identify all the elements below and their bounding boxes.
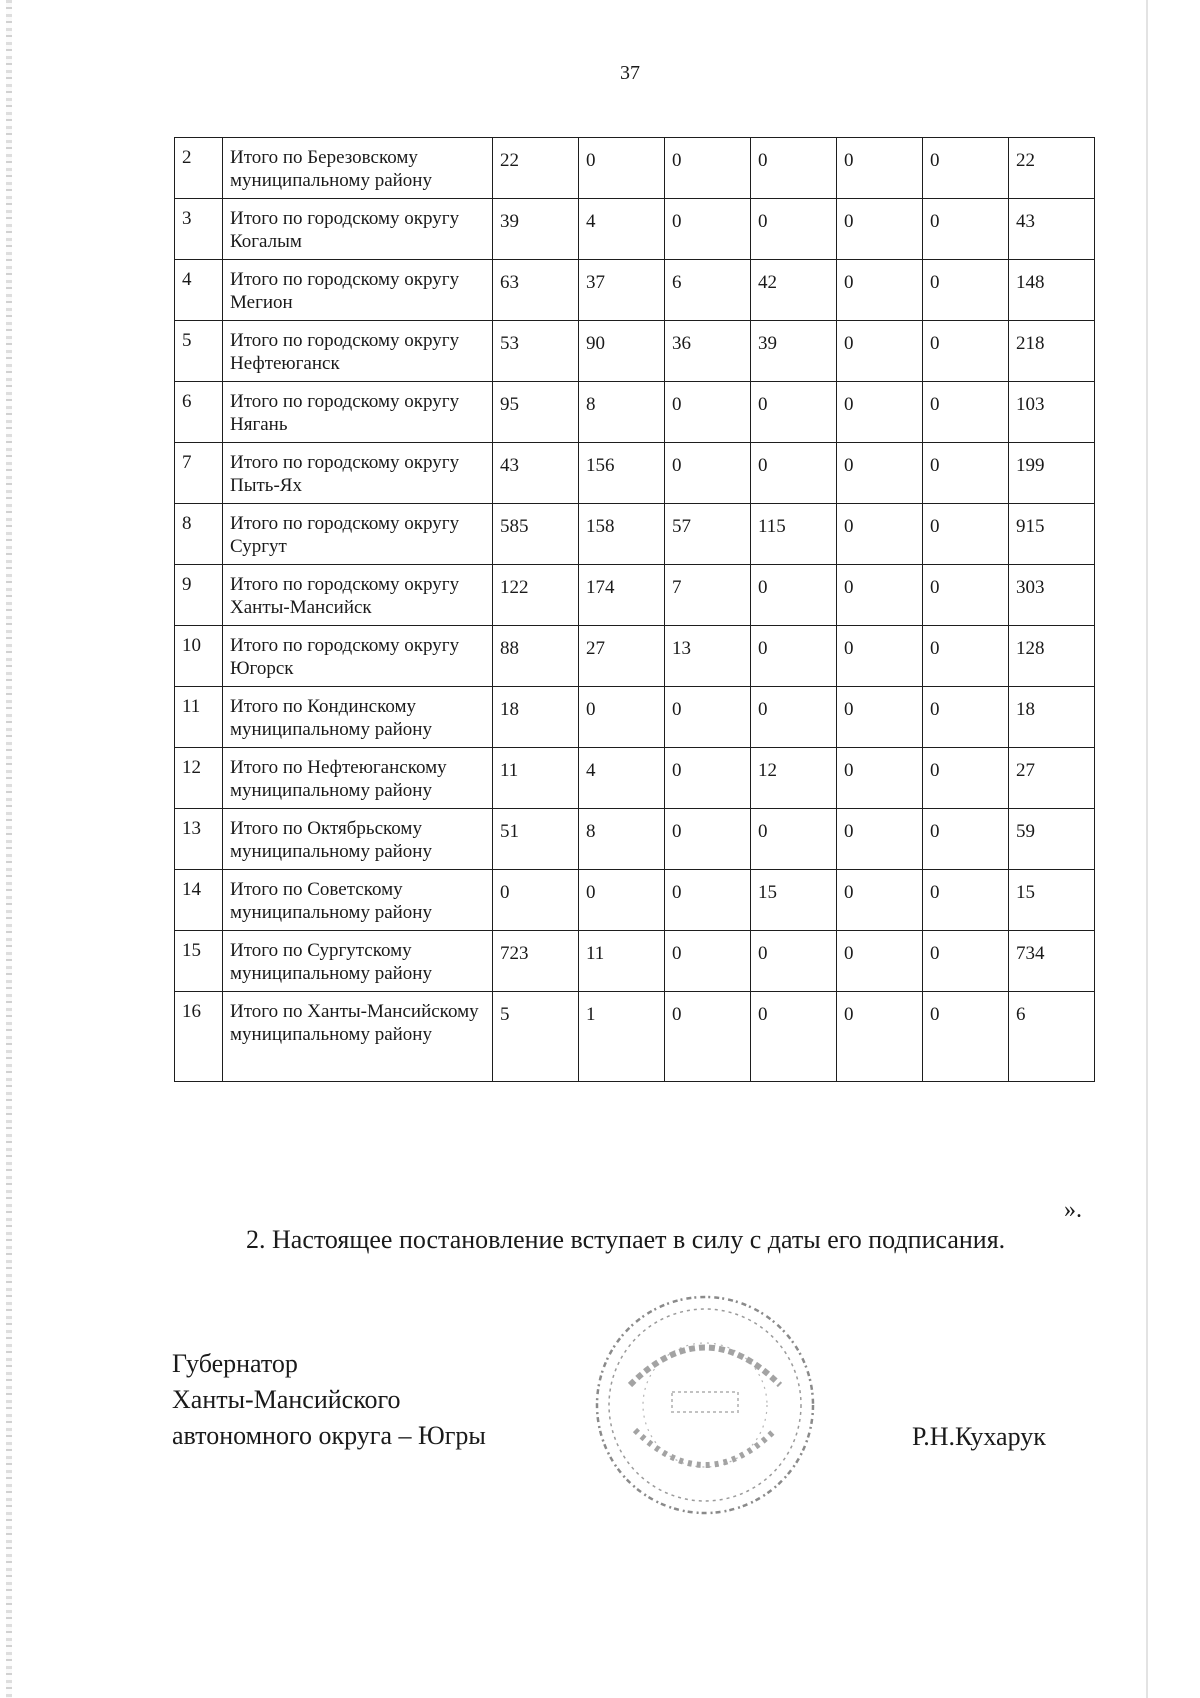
municipality-name-cell: Итого по Октябрьскому муниципальному району — [223, 809, 493, 870]
value-cell: 0 — [837, 504, 923, 565]
total-value-cell: 128 — [1009, 626, 1095, 687]
value-cell: 8 — [579, 809, 665, 870]
signatory-title-line: автономного округа – Югры — [172, 1421, 486, 1450]
value-cell: 57 — [665, 504, 751, 565]
value-cell: 43 — [493, 443, 579, 504]
signatory-title-line: Ханты-Мансийского — [172, 1385, 401, 1414]
table-row — [175, 992, 1095, 1082]
value-cell: 723 — [493, 931, 579, 992]
value-cell: 0 — [837, 382, 923, 443]
municipality-name-cell: Итого по Березовскому муниципальному району — [223, 138, 493, 199]
value-cell: 95 — [493, 382, 579, 443]
value-cell: 4 — [579, 748, 665, 809]
value-cell: 0 — [837, 687, 923, 748]
data-table — [174, 137, 1095, 1082]
total-value-cell: 18 — [1009, 687, 1095, 748]
value-cell: 11 — [493, 748, 579, 809]
municipality-name-cell: Итого по Ханты-Мансийскому муниципальному району — [223, 992, 493, 1082]
value-cell: 0 — [665, 138, 751, 199]
signatory-title-line: Губернатор — [172, 1349, 298, 1378]
value-cell: 585 — [493, 504, 579, 565]
value-cell: 0 — [837, 626, 923, 687]
table-row — [175, 199, 1095, 260]
closing-quote: ». — [1064, 1197, 1082, 1223]
value-cell: 0 — [923, 809, 1009, 870]
municipality-name-cell: Итого по Кондинскому муниципальному району — [223, 687, 493, 748]
total-value-cell: 15 — [1009, 870, 1095, 931]
value-cell: 0 — [923, 260, 1009, 321]
total-value-cell: 915 — [1009, 504, 1095, 565]
value-cell: 7 — [665, 565, 751, 626]
row-number-cell: 6 — [175, 382, 223, 443]
value-cell: 0 — [923, 504, 1009, 565]
value-cell: 115 — [751, 504, 837, 565]
value-cell: 0 — [923, 870, 1009, 931]
table-body — [175, 138, 1095, 1082]
row-number-cell: 15 — [175, 931, 223, 992]
value-cell: 0 — [665, 443, 751, 504]
value-cell: 63 — [493, 260, 579, 321]
municipality-name-cell: Итого по городскому округу Когалым — [223, 199, 493, 260]
municipality-name-cell: Итого по городскому округу Нефтеюганск — [223, 321, 493, 382]
value-cell: 0 — [751, 138, 837, 199]
municipality-name-cell: Итого по городскому округу Пыть-Ях — [223, 443, 493, 504]
value-cell: 0 — [579, 138, 665, 199]
value-cell: 0 — [923, 382, 1009, 443]
signatory-name: Р.Н.Кухарук — [912, 1422, 1046, 1451]
value-cell: 0 — [923, 138, 1009, 199]
value-cell: 27 — [579, 626, 665, 687]
value-cell: 0 — [837, 992, 923, 1082]
value-cell: 0 — [923, 992, 1009, 1082]
value-cell: 158 — [579, 504, 665, 565]
row-number-cell: 7 — [175, 443, 223, 504]
value-cell: 0 — [751, 809, 837, 870]
total-value-cell: 103 — [1009, 382, 1095, 443]
value-cell: 0 — [837, 443, 923, 504]
scan-edge-right — [1146, 0, 1148, 1698]
table-row — [175, 870, 1095, 931]
value-cell: 0 — [579, 870, 665, 931]
total-value-cell: 59 — [1009, 809, 1095, 870]
value-cell: 22 — [493, 138, 579, 199]
value-cell: 42 — [751, 260, 837, 321]
row-number-cell: 3 — [175, 199, 223, 260]
total-value-cell: 199 — [1009, 443, 1095, 504]
value-cell: 1 — [579, 992, 665, 1082]
value-cell: 0 — [665, 748, 751, 809]
value-cell: 0 — [837, 138, 923, 199]
municipality-name-cell: Итого по Советскому муниципальному району — [223, 870, 493, 931]
value-cell: 51 — [493, 809, 579, 870]
value-cell: 0 — [665, 382, 751, 443]
value-cell: 0 — [923, 626, 1009, 687]
value-cell: 0 — [923, 443, 1009, 504]
value-cell: 0 — [837, 260, 923, 321]
value-cell: 0 — [837, 931, 923, 992]
value-cell: 0 — [665, 687, 751, 748]
value-cell: 15 — [751, 870, 837, 931]
value-cell: 122 — [493, 565, 579, 626]
municipality-name-cell: Итого по городскому округу Ханты-Мансийск — [223, 565, 493, 626]
value-cell: 0 — [579, 687, 665, 748]
value-cell: 39 — [493, 199, 579, 260]
row-number-cell: 9 — [175, 565, 223, 626]
value-cell: 4 — [579, 199, 665, 260]
value-cell: 5 — [493, 992, 579, 1082]
value-cell: 0 — [751, 931, 837, 992]
table-row — [175, 321, 1095, 382]
value-cell: 0 — [837, 321, 923, 382]
row-number-cell: 10 — [175, 626, 223, 687]
row-number-cell: 4 — [175, 260, 223, 321]
value-cell: 13 — [665, 626, 751, 687]
value-cell: 90 — [579, 321, 665, 382]
total-value-cell: 22 — [1009, 138, 1095, 199]
total-value-cell: 27 — [1009, 748, 1095, 809]
table-row — [175, 382, 1095, 443]
row-number-cell: 13 — [175, 809, 223, 870]
total-value-cell: 734 — [1009, 931, 1095, 992]
value-cell: 11 — [579, 931, 665, 992]
official-seal-stamp — [590, 1290, 820, 1520]
value-cell: 18 — [493, 687, 579, 748]
value-cell: 0 — [665, 199, 751, 260]
municipality-name-cell: Итого по Сургутскому муниципальному району — [223, 931, 493, 992]
value-cell: 0 — [751, 382, 837, 443]
value-cell: 36 — [665, 321, 751, 382]
value-cell: 53 — [493, 321, 579, 382]
table-row — [175, 504, 1095, 565]
value-cell: 0 — [923, 199, 1009, 260]
value-cell: 0 — [751, 626, 837, 687]
value-cell: 0 — [665, 992, 751, 1082]
clause-effective-date: 2. Настоящее постановление вступает в силу с даты его подписания. — [246, 1225, 1006, 1254]
municipality-name-cell: Итого по городскому округу Мегион — [223, 260, 493, 321]
value-cell: 0 — [751, 443, 837, 504]
municipality-name-cell: Итого по городскому округу Нягань — [223, 382, 493, 443]
value-cell: 12 — [751, 748, 837, 809]
table-row — [175, 748, 1095, 809]
value-cell: 0 — [837, 809, 923, 870]
value-cell: 0 — [493, 870, 579, 931]
table-row — [175, 260, 1095, 321]
municipality-name-cell: Итого по Нефтеюганскому муниципальному району — [223, 748, 493, 809]
total-value-cell: 6 — [1009, 992, 1095, 1082]
table-row — [175, 565, 1095, 626]
scan-edge-left — [6, 0, 12, 1698]
value-cell: 156 — [579, 443, 665, 504]
table-row — [175, 138, 1095, 199]
value-cell: 37 — [579, 260, 665, 321]
row-number-cell: 8 — [175, 504, 223, 565]
value-cell: 0 — [751, 199, 837, 260]
value-cell: 0 — [665, 931, 751, 992]
table-row — [175, 809, 1095, 870]
value-cell: 39 — [751, 321, 837, 382]
value-cell: 0 — [923, 687, 1009, 748]
value-cell: 0 — [923, 565, 1009, 626]
value-cell: 0 — [751, 565, 837, 626]
total-value-cell: 43 — [1009, 199, 1095, 260]
row-number-cell: 14 — [175, 870, 223, 931]
value-cell: 0 — [751, 992, 837, 1082]
row-number-cell: 11 — [175, 687, 223, 748]
signatory-title — [172, 1346, 486, 1454]
total-value-cell: 148 — [1009, 260, 1095, 321]
value-cell: 0 — [837, 565, 923, 626]
total-value-cell: 303 — [1009, 565, 1095, 626]
value-cell: 88 — [493, 626, 579, 687]
value-cell: 0 — [837, 870, 923, 931]
row-number-cell: 16 — [175, 992, 223, 1082]
row-number-cell: 12 — [175, 748, 223, 809]
value-cell: 0 — [837, 748, 923, 809]
table-row — [175, 931, 1095, 992]
value-cell: 0 — [923, 321, 1009, 382]
value-cell: 0 — [751, 687, 837, 748]
row-number-cell: 5 — [175, 321, 223, 382]
page-number: 37 — [620, 62, 640, 84]
municipality-name-cell: Итого по городскому округу Югорск — [223, 626, 493, 687]
value-cell: 0 — [923, 931, 1009, 992]
value-cell: 6 — [665, 260, 751, 321]
municipality-name-cell: Итого по городскому округу Сургут — [223, 504, 493, 565]
value-cell: 0 — [923, 748, 1009, 809]
value-cell: 0 — [665, 870, 751, 931]
total-value-cell: 218 — [1009, 321, 1095, 382]
table-row — [175, 626, 1095, 687]
table-row — [175, 443, 1095, 504]
value-cell: 0 — [665, 809, 751, 870]
table-row — [175, 687, 1095, 748]
row-number-cell: 2 — [175, 138, 223, 199]
value-cell: 0 — [837, 199, 923, 260]
value-cell: 174 — [579, 565, 665, 626]
value-cell: 8 — [579, 382, 665, 443]
